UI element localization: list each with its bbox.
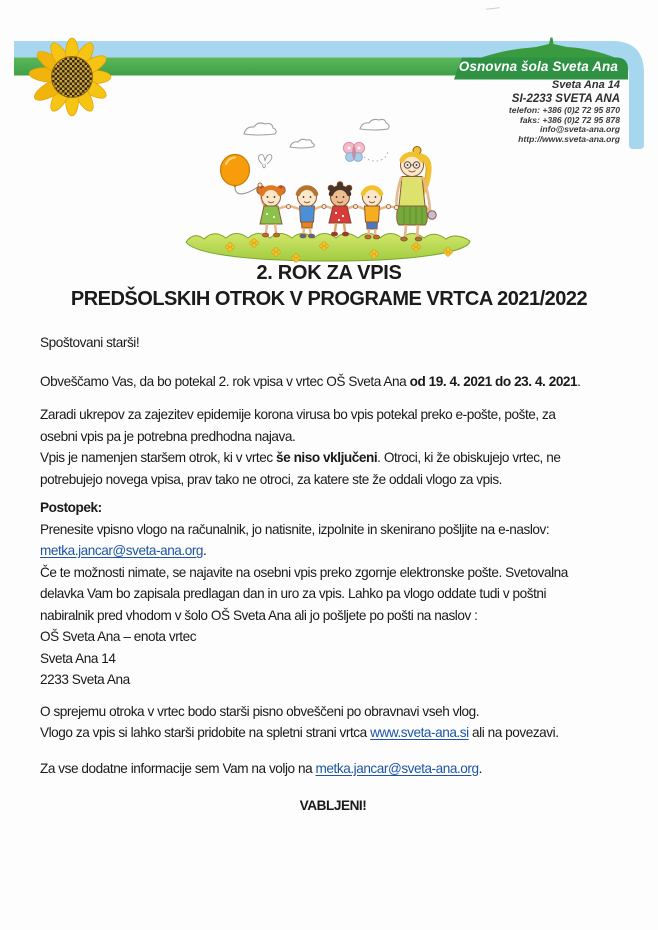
eligibility-line-1 <box>40 447 626 469</box>
eligibility-pre: Vpis je namenjen staršem otrok, ki v vrtec <box>40 450 277 465</box>
procedure-line-2: Če te možnosti nimate, se najavite na osebni vpis preko zgornje elektronske pošte. Svetovalna <box>40 564 568 580</box>
title-line-1: 2. ROK ZA VPIS <box>256 262 402 284</box>
email-period: . <box>203 543 207 558</box>
procedure-email-line <box>40 540 626 562</box>
notify-line-1: O sprejemu otroka v vrtec bodo starši pisno obveščeni po obravnavi vseh vlog. <box>40 703 480 719</box>
form-post: ali na povezavi. <box>468 725 559 740</box>
child-girl-1 <box>257 185 285 236</box>
letter-body <box>40 332 626 817</box>
closing-invitation: VABLJENI! <box>299 798 367 813</box>
contact-period: . <box>478 760 482 776</box>
balloon-icon <box>221 155 260 194</box>
contact-website: http://www.sveta-ana.org <box>518 133 620 144</box>
form-pre: Vlogo za vpis si lahko starši pridobite na spletni strani vrtca <box>40 725 371 740</box>
intro-paragraph <box>40 371 626 393</box>
contact-pre: Za vse dodatne informacije sem Vam na voljo na <box>40 760 316 776</box>
eligibility-mid: . Otroci, ki že obiskujejo vrtec, ne <box>377 450 561 465</box>
title-line-2: PREDŠOLSKIH OTROK V PROGRAME VRTCA 2021/2022 <box>70 288 588 310</box>
child-boy-2 <box>363 188 382 239</box>
not-enrolled-bold: še niso vključeni <box>276 450 378 465</box>
intro-period: . <box>577 373 581 389</box>
eligibility-line-2: potrebujejo novega vpisa, prav tako ne otroci, za katere ste že oddali vlogo za vpis. <box>40 471 502 487</box>
teacher-figure <box>396 147 436 241</box>
covid-line-1: Zaradi ukrepov za zajezitev epidemije korona virusa bo vpis potekal preko e-pošte, pošte, za <box>40 407 556 422</box>
procedure-line-1: Prenesite vpisno vlogo na računalnik, jo natisnite, izpolnite in skenirano pošljite na e-naslov: <box>40 521 550 537</box>
contact-email-link[interactable]: metka.jancar@sveta-ana.org <box>315 760 479 776</box>
contact-email: info@sveta-ana.org <box>539 124 620 135</box>
email-link[interactable]: metka.jancar@sveta-ana.org <box>40 543 204 558</box>
children-clipart <box>178 118 482 264</box>
procedure-heading: Postopek: <box>40 500 102 515</box>
child-boy-1 <box>298 188 317 238</box>
school-name: Osnovna šola Sveta Ana <box>458 59 618 74</box>
contact-address-line1: Sveta Ana 14 <box>551 79 620 91</box>
covid-line-2: osebni vpis pa je potrebna predhodna najava. <box>40 428 296 444</box>
postal-address-city: 2233 Sveta Ana <box>40 672 130 687</box>
procedure-section <box>40 497 626 691</box>
procedure-line-4: nabiralnik pred vhodom v šolo OŠ Sveta Ana ali jo pošljete po pošti na naslov : <box>40 607 478 623</box>
intro-text: Obveščamo Vas, da bo potekal 2. rok vpisa v vrtec OŠ Sveta Ana <box>40 373 410 389</box>
contact-phone: telefon: +386 (0)2 72 95 870 <box>508 105 620 115</box>
cloud-icons <box>244 119 389 148</box>
document-title <box>0 260 658 313</box>
postal-address-name: OŠ Sveta Ana – enota vrtec <box>40 629 197 644</box>
contact-address-line2: SI-2233 SVETA ANA <box>511 93 620 105</box>
postal-address-street: Sveta Ana 14 <box>40 650 116 666</box>
greeting: Spoštovani starši! <box>40 335 140 350</box>
covid-paragraph <box>40 404 626 490</box>
contact-paragraph <box>40 758 626 780</box>
butterfly-icon <box>343 142 387 161</box>
procedure-line-3: delavka Vam bo zapisala predlagan dan in uro za vpis. Lahko pa vlogo oddate tudi v poštni <box>40 586 547 601</box>
contact-fax: faks: +386 (0)2 72 95 878 <box>519 114 620 125</box>
website-link[interactable]: www.sveta-ana.si <box>370 725 469 740</box>
enrollment-dates: od 19. 4. 2021 do 23. 4. 2021 <box>409 373 578 389</box>
notification-paragraph <box>40 701 626 744</box>
form-line <box>40 722 626 744</box>
butterfly-sketch-icon <box>258 155 272 168</box>
